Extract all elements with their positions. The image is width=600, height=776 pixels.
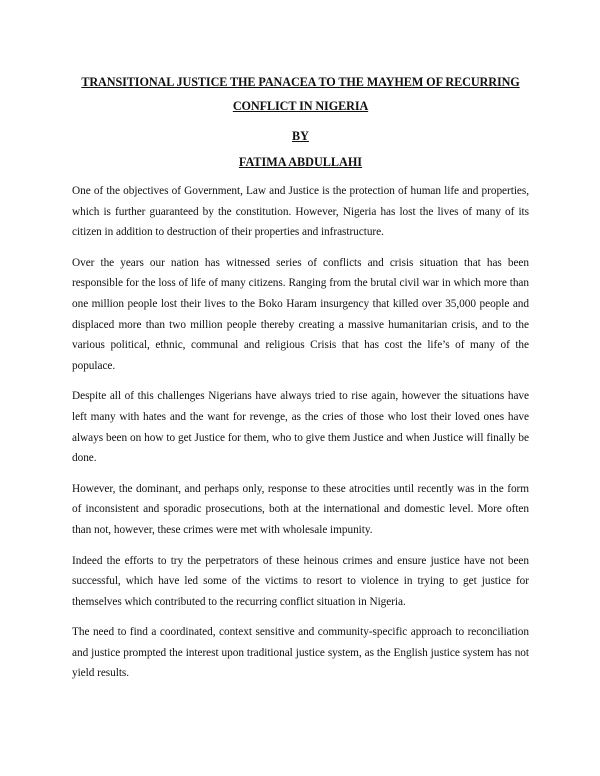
paragraph-5: Indeed the efforts to try the perpetrators of these heinous crimes and ensure justice have not been successful, which have led some of the victims to resort to violence in trying to get justice for themselves which contributed to the recurring conflict situation in Nigeria. xyxy=(72,554,529,608)
paragraph-6: The need to find a coordinated, context sensitive and community-specific approach to reconciliation and justice prompted the interest upon traditional justice system, as the English justice system has not yield results. xyxy=(72,626,529,680)
paragraph-2: Over the years our nation has witnessed series of conflicts and crisis situation that has been responsible for the loss of life of many citizens. Ranging from the brutal civil war in which more than one million people lost their lives to the Boko Haram insurgency that killed over 35,000 people and displaced more than two million people thereby creating a massive humanitarian crisis, and to the various political, ethnic, communal and religious Crisis that has cost the life’s of many of the populace. xyxy=(72,256,529,372)
paragraph-3: Despite all of this challenges Nigerians have always tried to rise again, however the situations have left many with hates and the want for revenge, as the cries of those who lost their loved ones have always been on how to get Justice for them, who to give them Justice and when Justice will finally be done. xyxy=(72,390,529,465)
document-title: TRANSITIONAL JUSTICE THE PANACEA TO THE MAYHEM OF RECURRING CONFLICT IN NIGERIA xyxy=(81,75,520,113)
author-name: FATIMA ABDULLAHI xyxy=(238,155,363,169)
body-text xyxy=(72,181,529,684)
paragraph-1: One of the objectives of Government, Law and Justice is the protection of human life and properties, which is further guaranteed by the constitution. However, Nigeria has lost the lives of many of its citizen in addition to destruction of their properties and infrastructure. xyxy=(72,185,529,239)
byline: BY xyxy=(292,129,309,143)
paragraph-4: However, the dominant, and perhaps only, response to these atrocities until recently was in the form of inconsistent and sporadic prosecutions, both at the international and domestic level. More often than not, however, these crimes were met with wholesale impunity. xyxy=(72,482,529,536)
document-page xyxy=(72,70,529,694)
